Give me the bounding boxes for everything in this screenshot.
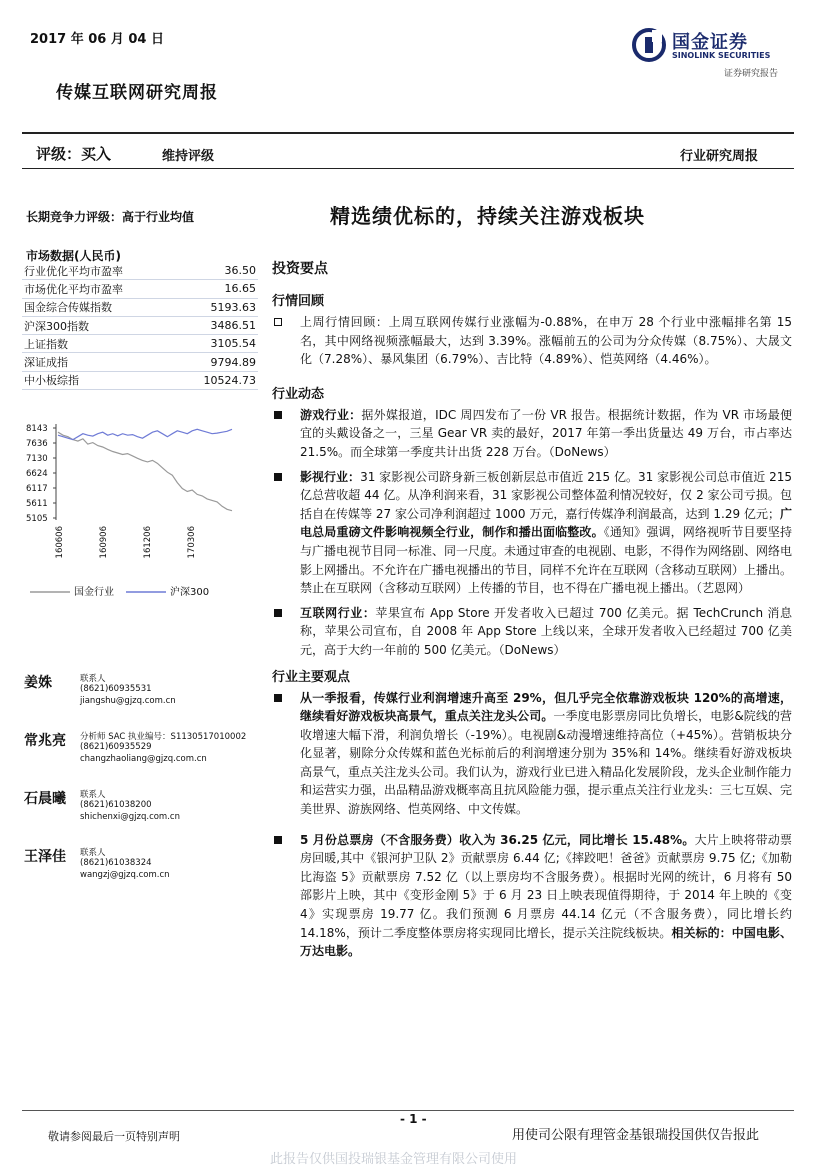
y-tick-label: 7636 [26,439,48,449]
market-data-label: 深证成指 [22,353,174,371]
analyst-contact-line: 联系人 [80,790,106,800]
market-data-row [22,280,258,298]
footer-divider [22,1110,794,1111]
market-data-row [22,316,258,334]
analyst-list [22,672,270,904]
market-data-label: 沪深300指数 [22,316,174,334]
report-date: 2017 年 06 月 04 日 [30,32,164,47]
series-line-1 [58,429,232,439]
bullet-icon [274,694,282,702]
market-data-row [22,262,258,280]
market-data-table [22,262,258,390]
y-tick-label: 8143 [26,424,48,434]
x-tick-label: 160906 [99,526,109,559]
market-data-label: 行业优化平均市盈率 [22,262,174,280]
dynamics-heading: 行业动态 [272,386,325,402]
market-data-title: 市场数据(人民币) [26,249,121,263]
logo-mark-icon [632,28,666,62]
view-paragraph-2: 5 月份总票房（不含服务费）收入为 36.25 亿元，同比增长 15.48%。大片上映将带动票房回暖,其中《银河护卫队 2》贡献票房 6.44 亿;《摔跤吧！爸爸》贡献票房 9.75 亿;《加勒比海盗 5》贡献票房 7.52 亿（以上票房均不含服务费）。根据时光网的统计，6 月将有 50 部影片上映，其中《变形金刚 5》于 6 月 23 日上映表现值得期待，于 2014 年上映的《变 4》实现票房 19.77 亿。我们预测 6 月票房 44.14 亿元（不含服务费），同比增长约 14.18%，预计二季度整体票房将实现同比增长，提示关注院线板块。相关标的：中国电影、万达电影。 [272,831,792,961]
market-data-value: 5193.63 [174,298,258,316]
rating-label: 评级：买入 [36,145,112,163]
analyst-card [22,672,270,730]
analyst-contact-line: 联系人 [80,848,106,858]
rating-divider [22,168,794,169]
header-divider [22,132,794,134]
market-data-value: 10524.73 [174,371,258,389]
analyst-name: 常兆亮 [24,733,66,749]
analyst-contact-line: (8621)61038324 [80,858,152,868]
analyst-contact-line: wangzj@gjzq.com.cn [80,870,170,880]
report-type: 行业研究周报 [680,149,759,164]
market-data-row [22,335,258,353]
analyst-contact-line: 分析师 SAC 执业编号：S1130517010002 [80,732,247,742]
logo-english-name: SINOLINK SECURITIES [672,51,771,60]
analyst-contact-line: (8621)60935531 [80,684,152,694]
bullet-icon [274,836,282,844]
rating-action: 维持评级 [162,149,215,164]
analyst-card [22,730,270,788]
x-tick-label: 160606 [55,526,65,559]
x-tick-label: 170306 [187,526,197,559]
footer-notice: 用使司公限有理管金基银瑞投国供仅告报此 [512,1128,760,1143]
market-data-value: 3486.51 [174,316,258,334]
y-tick-label: 7130 [26,454,48,464]
series-line-0 [58,432,232,511]
market-data-row [22,353,258,371]
footer-disclaimer: 敬请参阅最后一页特别声明 [48,1130,180,1143]
bullet-icon [274,609,282,617]
market-data-label: 中小板综指 [22,371,174,389]
market-data-row [22,298,258,316]
y-tick-label: 6624 [26,469,48,479]
analyst-contact-line: changzhaoliang@gjzq.com.cn [80,754,207,764]
company-logo [632,26,792,79]
analyst-name: 王泽佳 [24,849,66,865]
report-series-title: 传媒互联网研究周报 [56,83,218,103]
analyst-name: 姜姝 [24,675,52,691]
analyst-contact-line: jiangshu@gjzq.com.cn [80,696,176,706]
market-data-row [22,371,258,389]
main-content [272,252,792,967]
y-tick-label: 5105 [26,514,48,524]
page-number: - 1 - [400,1112,427,1126]
internet-industry-paragraph: 互联网行业：苹果宣布 App Store 开发者收入已超过 700 亿美元。据 TechCrunch 消息称，苹果公司宣布，自 2008 年 App Store 上线以来，全球开发者收入已经超过 700 亿美元，高于大约一年前的 500 亿美元。（DoNews） [272,604,792,660]
logo-subtitle: 证券研究报告 [724,69,779,79]
key-points-heading: 投资要点 [272,261,328,277]
views-heading: 行业主要观点 [272,669,351,685]
analyst-card [22,846,270,904]
legend-label: 国金行业 [74,587,114,598]
legend-label: 沪深300 [170,587,210,598]
market-data-label: 国金综合传媒指数 [22,298,174,316]
film-industry-paragraph: 影视行业：31 家影视公司跻身新三板创新层总市值近 215 亿。31 家影视公司总市值近 215 亿总营收超 44 亿。从净利润来看，31 家影视公司整体盈利情况较好，仅 2 家公司亏损。包括自在传媒等 27 家公司净利润超过 1000 万元，嘉行传媒净利润最高，达到 1.29 亿元；广电总局重磅文件影响视频全行业，制作和播出面临整改。《通知》强调，网络视听节目要坚持与广播电视节目同一标准、同一尺度。未通过审查的电视剧、电影，不得作为网络剧、网络电影上网播出。不允许在广播电视播出的节目，同样不允许在互联网（含移动互联网）上播出。禁止在互联网（含移动互联网）上传播的节目，也不得在广播电视上播出。（艺恩网） [272,468,792,598]
view-paragraph-1: 从一季报看，传媒行业利润增速升高至 29%，但几乎完全依靠游戏板块 120%的高增速，继续看好游戏板块高景气，重点关注龙头公司。一季度电影票房同比负增长，电影&院线的营收增速大幅下滑，利润负增长（-19%）。电视剧&动漫增速维持高位（+45%）。营销板块分化显著，剔除分众传媒和蓝色光标前后的利润增速分别为 35%和 14%。继续看好游戏板块高景气，重点关注龙头公司。我们认为，游戏行业已进入精品化发展阶段，龙头企业制作能力和运营实力强，出品精品游戏概率高且抗风险能力强，提示重点关注行业龙头：三七互娱、完美世界、游族网络、恺英网络、中文传媒。 [272,689,792,819]
analyst-card [22,788,270,846]
analyst-contact-line: 联系人 [80,674,106,684]
game-industry-paragraph: 游戏行业：据外媒报道，IDC 周四发布了一份 VR 报告。根据统计数据，作为 VR 市场最便宜的头戴设备之一，三星 Gear VR 卖的最好，2017 年第一季出货量达 49 万台，市占率达 21.5%。而全球第一季度共计出货 228 万台。（DoNews） [272,406,792,462]
market-data-value: 36.50 [174,262,258,280]
logo-chinese-name: 国金证券 [672,32,748,53]
bullet-icon [274,318,282,326]
analyst-name: 石晨曦 [24,791,66,807]
analyst-contact-line: (8621)60935529 [80,742,152,752]
analyst-contact-line: (8621)61038200 [80,800,152,810]
watermark-text: 此报告仅供国投瑞银基金管理有限公司使用 [270,1152,518,1167]
y-tick-label: 5611 [26,499,48,509]
market-data-value: 9794.89 [174,353,258,371]
review-heading: 行情回顾 [272,294,325,309]
market-data-label: 上证指数 [22,335,174,353]
market-data-value: 16.65 [174,280,258,298]
page-title: 精选绩优标的，持续关注游戏板块 [330,204,645,228]
market-data-value: 3105.54 [174,335,258,353]
bullet-icon [274,411,282,419]
review-paragraph: 上周行情回顾：上周互联网传媒行业涨幅为-0.88%，在申万 28 个行业中涨幅排名第 15 名，其中网络视频涨幅最大，达到 3.39%。涨幅前五的公司为分众传媒（8.75%）、大晟文化（7.28%）、暴风集团（6.79%）、吉比特（4.89%）、恺英网络（4.46%）。 [272,313,792,369]
y-tick-label: 6117 [26,484,48,494]
long-term-rating: 长期竞争力评级：高于行业均值 [26,210,195,224]
bullet-icon [274,473,282,481]
x-tick-label: 161206 [143,526,153,559]
market-data-label: 市场优化平均市盈率 [22,280,174,298]
index-comparison-chart [22,412,262,602]
analyst-contact-line: shichenxi@gjzq.com.cn [80,812,180,822]
